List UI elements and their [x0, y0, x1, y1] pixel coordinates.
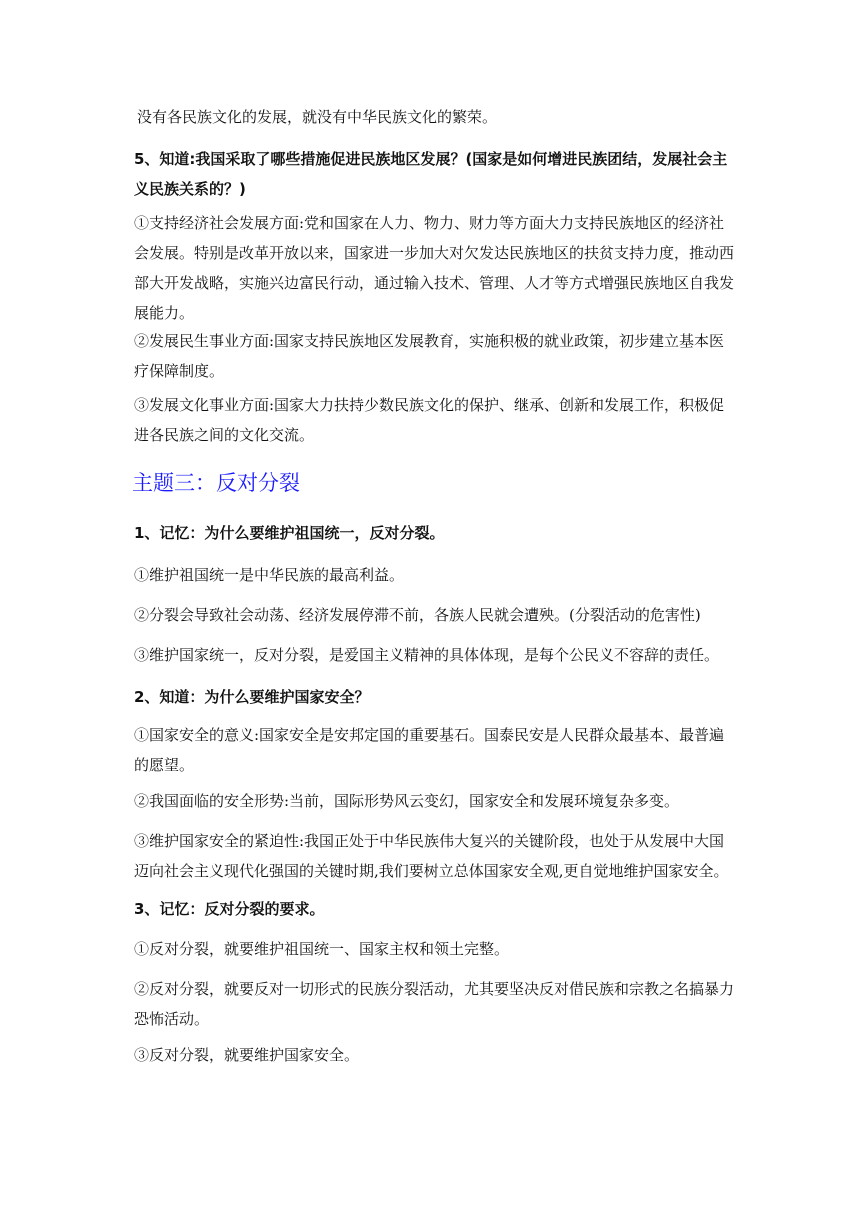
text-line: 3、记忆：反对分裂的要求。 [134, 900, 325, 918]
question-5-answer-3 [134, 390, 734, 450]
text-line: 展能力。 [134, 304, 195, 322]
question-1-heading [134, 518, 734, 548]
text-line: 会发展。特别是改革开放以来，国家进一步加大对欠发达民族地区的扶贫支持力度，推动西 [134, 244, 735, 262]
text-line: ③维护国家统一，反对分裂，是爱国主义精神的具体体现，是每个公民义不容辞的责任。 [134, 646, 720, 664]
text-line: 迈向社会主义现代化强国的关键时期,我们要树立总体国家安全观,更自觉地维护国家安全。 [134, 862, 729, 880]
question-1-answer-2 [134, 600, 734, 630]
question-3-answer-1 [134, 934, 734, 964]
question-5-answer-1 [134, 208, 734, 328]
text-line: 没有各民族文化的发展，就没有中华民族文化的繁荣。 [137, 108, 498, 126]
section-heading-topic-3: 主题三：反对分裂 [132, 471, 300, 495]
text-line: ③发展文化事业方面:国家大力扶持少数民族文化的保护、继承、创新和发展工作，积极促 [134, 396, 725, 414]
question-3-heading [134, 894, 734, 924]
text-line: 1、记忆：为什么要维护祖国统一，反对分裂。 [134, 524, 445, 542]
text-line: ①维护祖国统一是中华民族的最高利益。 [134, 566, 405, 584]
text-line: ①支持经济社会发展方面:党和国家在人力、物力、财力等方面大力支持民族地区的经济社 [134, 214, 725, 232]
intro-paragraph [137, 102, 737, 132]
text-line: ②反对分裂，就要反对一切形式的民族分裂活动，尤其要坚决反对借民族和宗教之名搞暴力 [134, 980, 735, 998]
question-2-answer-3 [134, 826, 734, 886]
question-5-heading [134, 144, 734, 204]
text-line: ②分裂会导致社会动荡、经济发展停滞不前，各族人民就会遭殃。(分裂活动的危害性) [134, 606, 701, 624]
text-line: 5、知道:我国采取了哪些措施促进民族地区发展？(国家是如何增进民族团结，发展社会主 [134, 150, 728, 168]
question-2-heading [134, 682, 734, 712]
question-2-answer-1 [134, 720, 734, 780]
text-line: ②发展民生事业方面:国家支持民族地区发展教育，实施积极的就业政策，初步建立基本医 [134, 332, 725, 350]
text-line: 2、知道：为什么要维护国家安全？ [134, 688, 370, 706]
text-line: 义民族关系的？) [134, 180, 246, 198]
text-line: 的愿望。 [134, 756, 195, 774]
text-line: 进各民族之间的文化交流。 [134, 426, 315, 444]
text-line: 部大开发战略，实施兴边富民行动，通过输入技术、管理、人才等方式增强民族地区自我发 [134, 274, 735, 292]
text-line: ①反对分裂，就要维护祖国统一、国家主权和领土完整。 [134, 940, 510, 958]
text-line: 恐怖活动。 [134, 1010, 210, 1028]
text-line: 疗保障制度。 [134, 362, 225, 380]
text-line: ③反对分裂，就要维护国家安全。 [134, 1046, 360, 1064]
question-2-answer-2 [134, 786, 734, 816]
question-5-answer-2 [134, 326, 734, 386]
question-3-answer-2 [134, 974, 734, 1034]
question-3-answer-3 [134, 1040, 734, 1070]
text-line: ①国家安全的意义:国家安全是安邦定国的重要基石。国泰民安是人民群众最基本、最普遍 [134, 726, 725, 744]
question-1-answer-3 [134, 640, 734, 670]
text-line: ③维护国家安全的紧迫性:我国正处于中华民族伟大复兴的关键阶段，也处于从发展中大国 [134, 832, 725, 850]
question-1-answer-1 [134, 560, 734, 590]
text-line: ②我国面临的安全形势:当前，国际形势风云变幻，国家安全和发展环境复杂多变。 [134, 792, 680, 810]
